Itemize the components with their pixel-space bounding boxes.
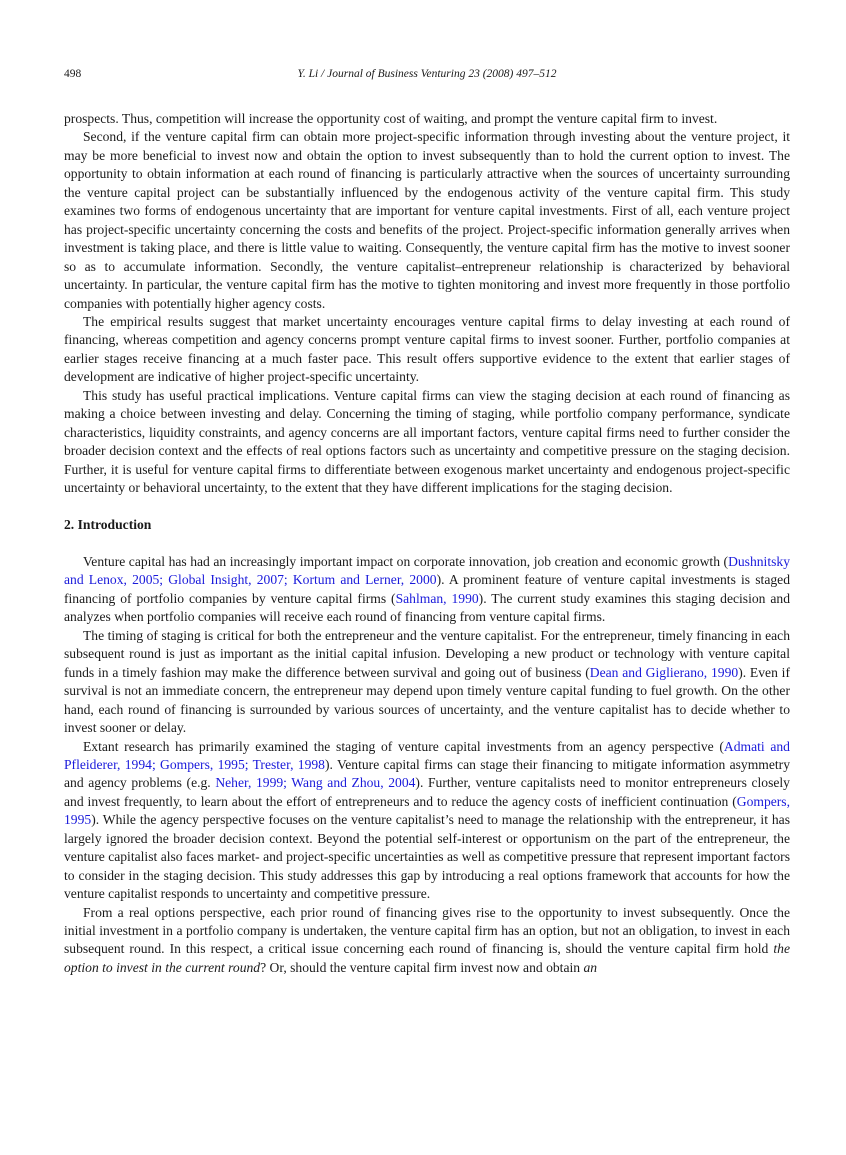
text-run: ). Even if survival is not an immediate concern, the entrepreneur may depend upon timely venture capital funding to fuel growth. On the other hand, each round of financing is surrounded by various sources of uncertainty, and the venture capitalist has to decide whether to invest sooner or delay. [64, 664, 790, 736]
page-header [64, 68, 790, 84]
paragraph [64, 110, 790, 128]
paragraph [64, 128, 790, 313]
citation-link[interactable]: Sahlman, 1990 [395, 590, 479, 606]
text-run: ). A prominent feature of venture capital investments is staged financing of portfolio companies by venture capital firms ( [64, 572, 790, 606]
paragraph [64, 553, 790, 627]
text-run: ). The current study examines this staging decision and analyzes when portfolio companies will receive each round of financing from venture capital firms. [64, 590, 791, 625]
text-run: ? Or, should the venture capital firm invest now and obtain [260, 959, 584, 975]
citation-link[interactable]: Gompers, 1995 [64, 793, 790, 828]
page-number: 498 [64, 68, 82, 80]
paragraph [64, 904, 790, 978]
paragraph [64, 627, 790, 738]
running-head: Y. Li / Journal of Business Venturing 23 (2008) 497–512 [297, 68, 557, 80]
introduction-section [64, 553, 790, 977]
section-heading: 2. Introduction [64, 516, 152, 532]
text-run: This study has useful practical implications. Venture capital firms can view the staging decision at each round of financing as making a choice between investing and delay. Concerning the timing of staging, while portfolio company performance, syndicate characteristics, liquidity constraints, and agency concerns are all important factors, venture capital firms need to further consider the broader decision context and the effects of real options factors such as uncertainty and competitive pressure on the staging decision. Further, it is useful for venture capital firms to differentiate between exogenous market uncertainty and endogenous project-specific uncertainty or behavioral uncertainty, to the extent that they have different implications for the staging decision. [64, 387, 790, 496]
citation-link[interactable]: Dean and Giglierano, 1990 [589, 664, 739, 680]
article-body [64, 110, 790, 977]
italic-text: an [583, 959, 598, 975]
text-run: ). While the agency perspective focuses on the venture capitalist’s need to manage the relationship with the entrepreneur, it has largely ignored the broader decision context. Beyond the potential self-interest or opportunism on the part of the entrepreneur, the venture capitalist also faces market- and project-specific uncertainties as well as competitive pressure that represent important factors to consider in the staging decision. This study addresses this gap by introducing a real options framework that accounts for how the venture capitalist responds to uncertainty and competitive pressure. [64, 812, 790, 902]
text-run: Venture capital has had an increasingly important impact on corporate innovation, job creation and economic growth ( [83, 553, 729, 569]
citation-link[interactable]: Neher, 1999; Wang and Zhou, 2004 [215, 775, 416, 791]
citation-link[interactable]: Admati and Pfleiderer, 1994; Gompers, 1995; Trester, 1998 [64, 738, 790, 772]
paragraph [64, 387, 790, 498]
italic-text: the option to invest in the current round [64, 941, 790, 975]
text-run: The empirical results suggest that market uncertainty encourages venture capital firms to delay investing at each round of financing, whereas competition and agency concerns prompt venture capital firms to invest sooner. Further, portfolio companies at earlier stages receive financing at a much faster pace. This result offers supportive evidence to the extent that earlier stages of development are indicative of higher project-specific uncertainty. [64, 313, 790, 385]
text-run: prospects. Thus, competition will increase the opportunity cost of waiting, and prompt the venture capital firm to invest. [64, 111, 718, 126]
text-run: The timing of staging is critical for both the entrepreneur and the venture capitalist. For the entrepreneur, timely financing in each subsequent round is just as important as the initial capital infusion. Developing a new product or technology with venture capital funds in a timely fashion may make the difference between survival and going out of business ( [64, 627, 790, 680]
paragraph [64, 313, 790, 387]
text-run: Second, if the venture capital firm can obtain more project-specific information through investing about the venture project, it may be more beneficial to invest now and obtain the option to invest subsequently than to hold the current option to invest. The opportunity to obtain information at each round of financing is particularly attractive when the sources of uncertainty surrounding the venture capital project can be substantially influenced by the endogenous activity of the venture capital firm. This study examines two forms of endogenous uncertainty that are important for venture capital investments. First of all, each venture project has project-specific uncertainty concerning the costs and benefits of the project. Project-specific information generally arrives when investment is taking place, and there is little value to waiting. Consequently, the venture capital firm has the motive to invest sooner so as to accumulate information. Secondly, the venture capitalist–entrepreneur relationship is characterized by behavioral uncertainty. In particular, the venture capital firm has the motive to tighten monitoring and invest more frequently in those portfolio companies with potentially higher agency costs. [64, 129, 790, 311]
paragraphs-before-section [64, 110, 790, 498]
text-run: ). Venture capital firms can stage their financing to mitigate information asymmetry and agency problems (e.g. [64, 756, 790, 791]
citation-link[interactable]: Dushnitsky and Lenox, 2005; Global Insight, 2007; Kortum and Lerner, 2000 [64, 553, 790, 588]
text-run: ). Further, venture capitalists need to monitor entrepreneurs closely and invest frequently, to learn about the effort of entrepreneurs and to reduce the agency costs of inefficient continuation ( [64, 775, 790, 809]
paragraph [64, 738, 790, 904]
text-run: From a real options perspective, each prior round of financing gives rise to the opportunity to invest subsequently. Once the initial investment in a portfolio company is undertaken, the venture capital firm has an option, but not an obligation, to invest in each subsequent round. In this respect, a critical issue concerning each round of financing is, should the venture capital firm hold [64, 904, 790, 957]
text-run: Extant research has primarily examined the staging of venture capital investments from an agency perspective ( [83, 738, 724, 754]
